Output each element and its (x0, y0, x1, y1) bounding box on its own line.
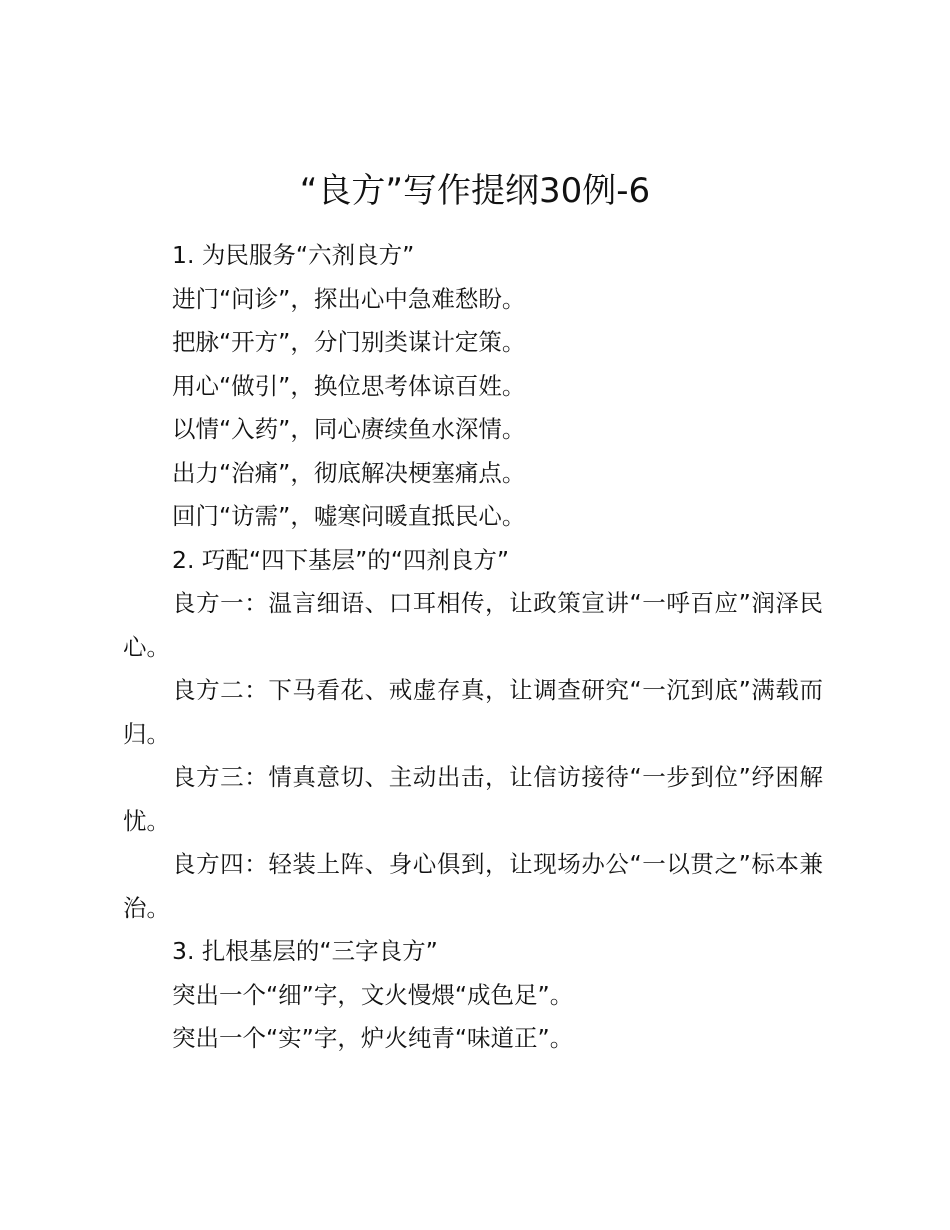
paragraph: 回门“访需”，嘘寒问暖直抵民心。 (172, 502, 526, 530)
paragraph: 良方二：下马看花、戒虚存真，让调查研究“一沉到底”满载而归。 (123, 676, 823, 748)
document-body (123, 234, 823, 1061)
paragraph: 进门“问诊”，探出心中急难愁盼。 (172, 284, 526, 313)
paragraph: 突出一个“细”字，文火慢煨“成色足”。 (172, 980, 574, 1009)
paragraph: 突出一个“实”字，炉火纯青“味道正”。 (172, 1024, 574, 1052)
section-heading-3: 3. 扎根基层的“三字良方” (172, 937, 438, 965)
section-heading-1: 1. 为民服务“六剂良方” (172, 241, 415, 269)
paragraph: 用心“做引”，换位思考体谅百姓。 (172, 371, 526, 400)
paragraph: 以情“入药”，同心赓续鱼水深情。 (172, 415, 526, 443)
paragraph: 良方四：轻装上阵、身心俱到，让现场办公“一以贯之”标本兼治。 (123, 850, 823, 922)
paragraph: 良方三：情真意切、主动出击，让信访接待“一步到位”纾困解忧。 (123, 763, 823, 835)
paragraph: 把脉“开方”，分门别类谋计定策。 (172, 328, 526, 356)
document-title: “良方”写作提纲30例-6 (299, 171, 651, 211)
section-heading-2: 2. 巧配“四下基层”的“四剂良方” (172, 545, 510, 574)
paragraph: 出力“治痛”，彻底解决梗塞痛点。 (172, 458, 526, 487)
paragraph: 良方一：温言细语、口耳相传，让政策宣讲“一呼百应”润泽民心。 (123, 589, 823, 661)
